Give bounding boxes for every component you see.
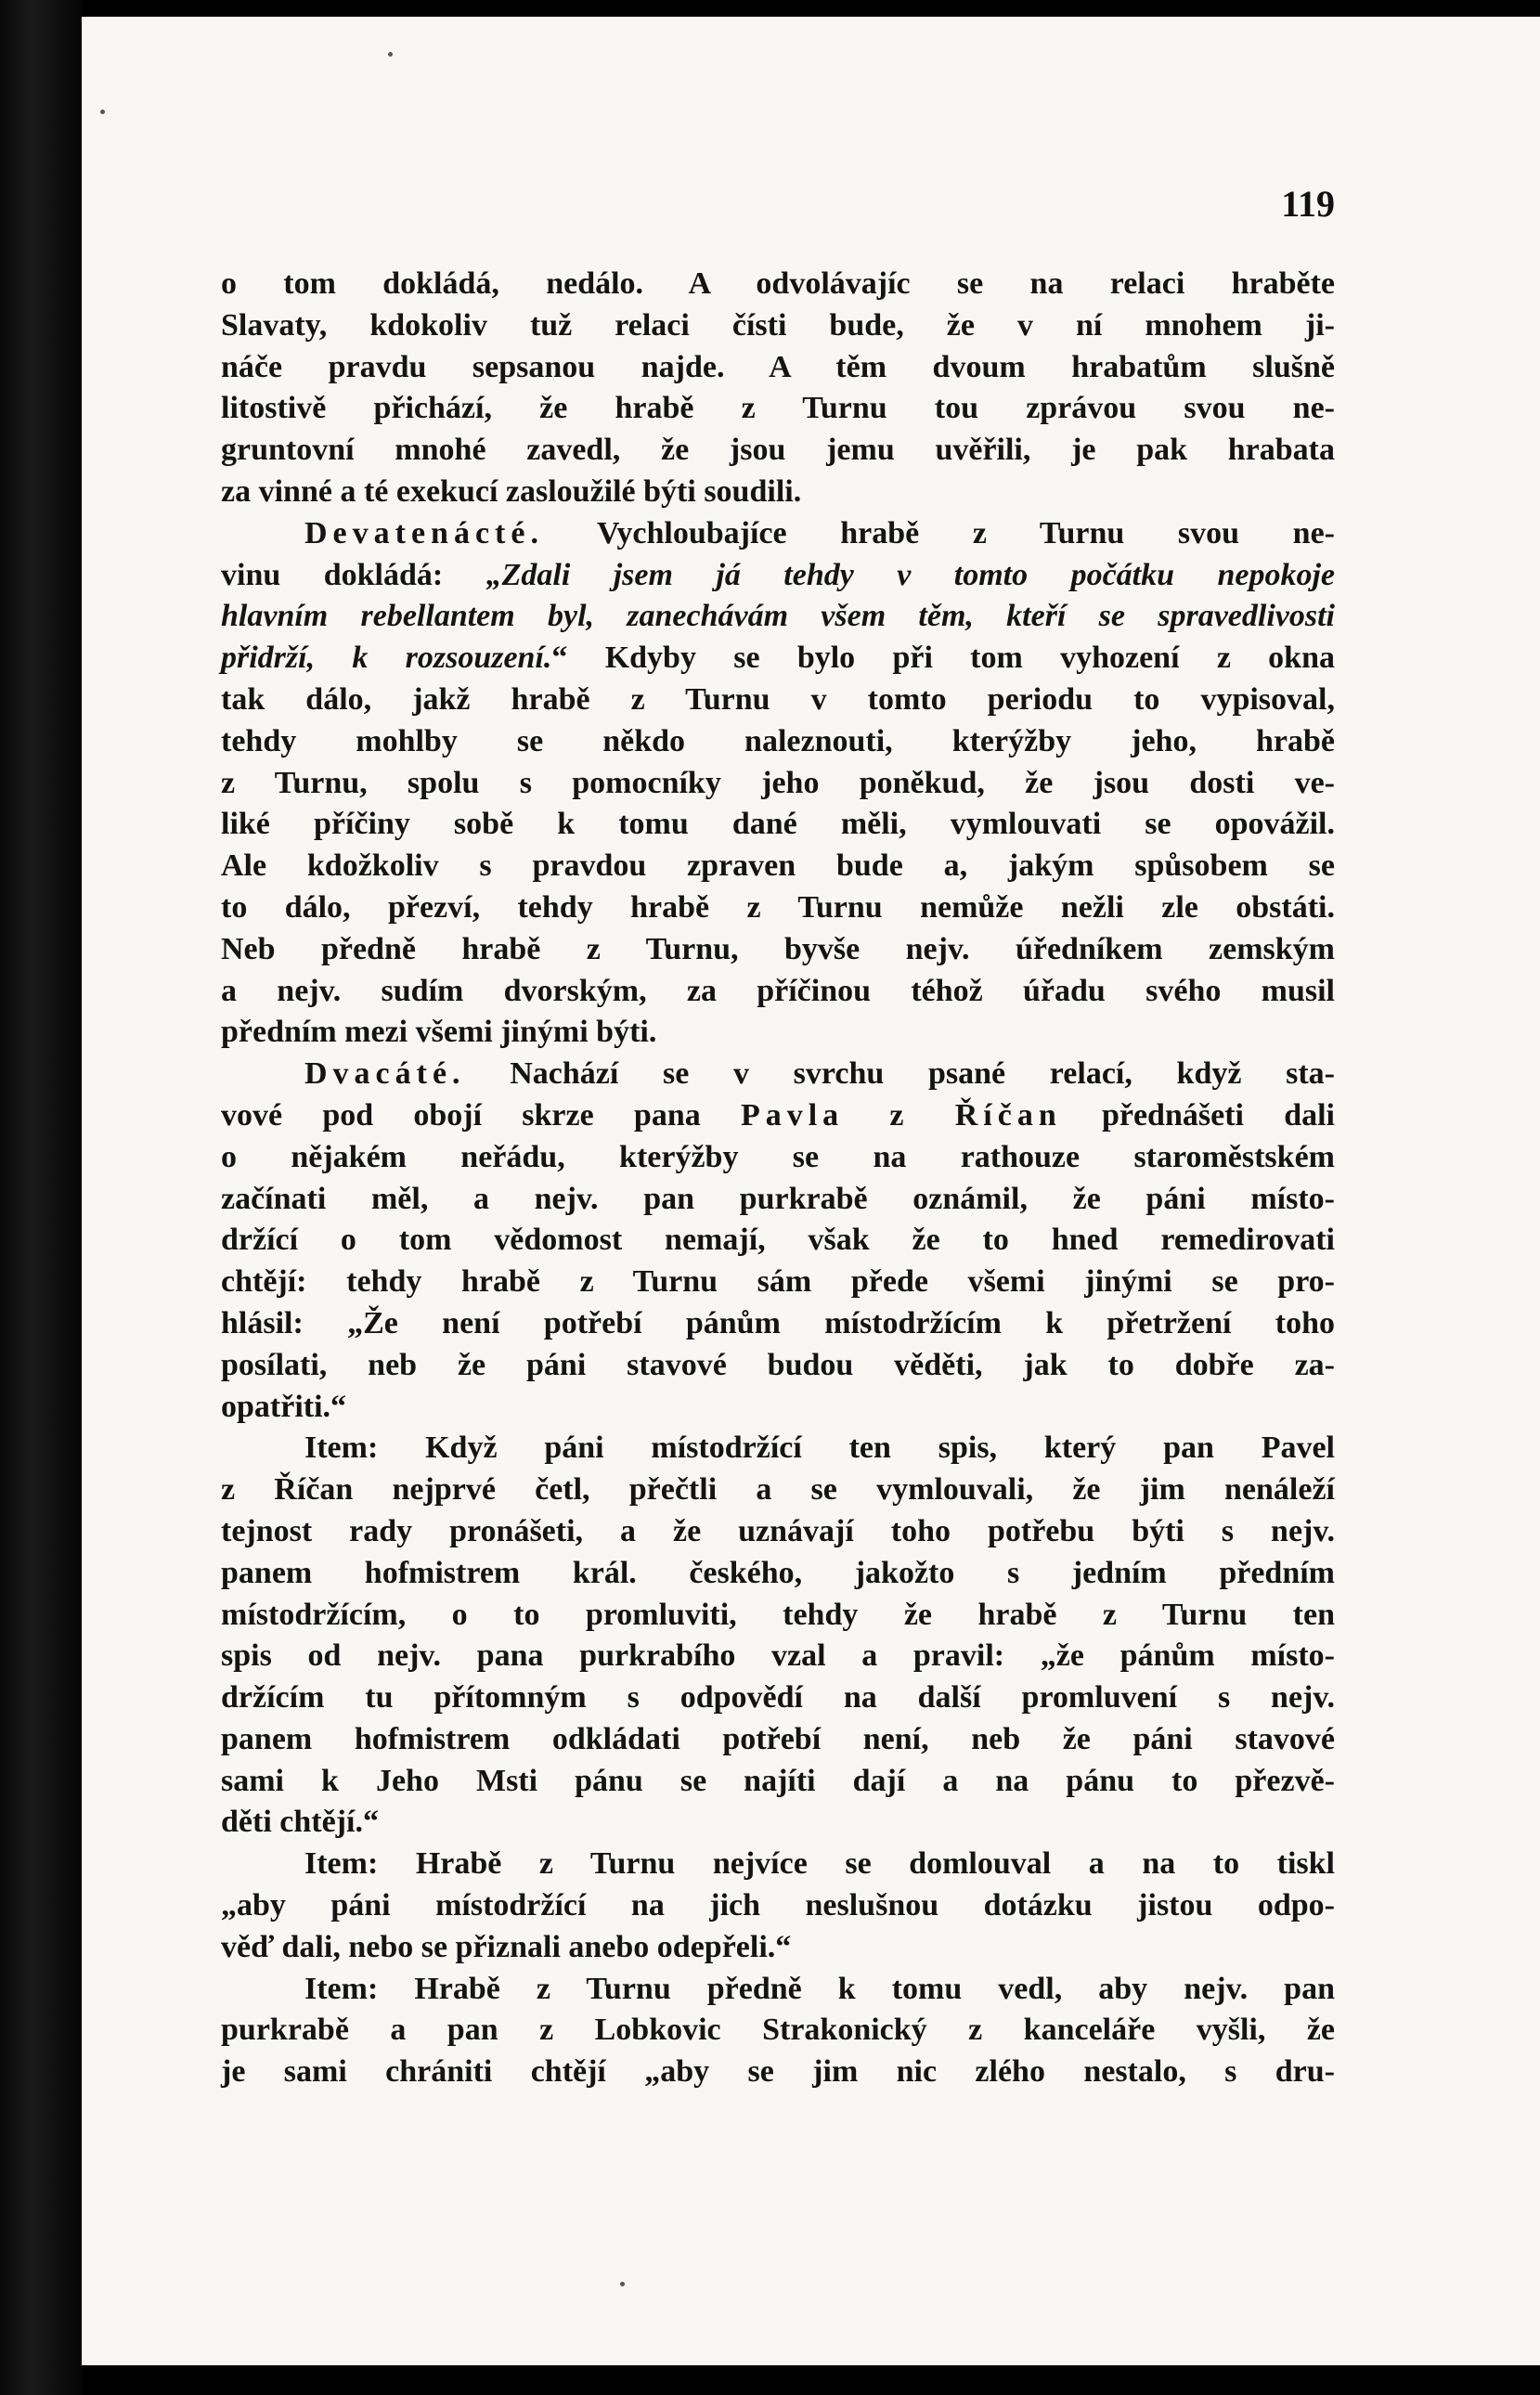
paper-speck <box>620 2282 625 2286</box>
text-line-6: za vinné a té exekucí zasloužilé býti soudili. <box>221 473 802 509</box>
text-line-36: panem hofmistrem odkládati potřebí není, neb že páni stavové <box>221 1721 1335 1756</box>
paper-speck <box>388 52 393 57</box>
text-line-21: vové pod obojí skrze pana Pavla z Říčan přednášeti dali <box>221 1097 1335 1133</box>
text-line-18: a nejv. sudím dvorským, za příčinou téhož úřadu svého musil <box>221 973 1335 1008</box>
text-line-9: hlavním rebellantem byl, zanechávám všem těm, kteří se spravedlivosti <box>221 599 1335 634</box>
text-line-33: místodržícím, o to promluviti, tehdy že hrabě z Turnu ten <box>221 1597 1335 1632</box>
text-line-24: držící o tom vědomost nemají, však že to hned remedirovati <box>221 1223 1335 1258</box>
section-heading-devatenacte: Devatenácté. <box>304 515 544 550</box>
text-line-28: opatřiti.“ <box>221 1389 347 1424</box>
text-line-22: o nějakém neřádu, kterýžby se na rathouze staroměstském <box>221 1139 1335 1174</box>
name-pavla-z-rican: Pavla z Říčan <box>740 1097 1062 1133</box>
text-line-17: Neb předně hrabě z Turnu, byvše nejv. úředníkem zemským <box>221 931 1335 966</box>
body-text <box>221 264 1335 2093</box>
text-line-44: je sami chrániti chtějí „aby se jim nic zlého nestalo, s dru- <box>221 2054 1335 2090</box>
text-line-5: gruntovní mnohé zavedl, že jsou jemu uvěřili, je pak hrabata <box>221 433 1335 468</box>
book-spine <box>0 0 82 2395</box>
text-line-43: purkrabě a pan z Lobkovic Strakonický z kanceláře vyšli, že <box>221 2013 1335 2048</box>
text-line-29: Item: Když páni místodržící ten spis, který pan Pavel <box>304 1431 1335 1466</box>
text-line-32: panem hofmistrem král. českého, jakožto s jedním předním <box>221 1555 1335 1590</box>
text-line-10: přidrží, k rozsouzení.“ Kdyby se bylo při tom vyhození z okna <box>221 641 1335 676</box>
text-line-11: tak dálo, jakž hrabě z Turnu v tomto periodu to vypisoval, <box>221 681 1335 717</box>
text-line-25: chtějí: tehdy hrabě z Turnu sám přede všemi jinými se pro- <box>221 1264 1335 1300</box>
text-line-7: Devatenácté. Vychloubajíce hrabě z Turnu svou ne- <box>304 515 1335 550</box>
text-line-14: liké příčiny sobě k tomu dané měli, vymlouvati se opovážil. <box>221 807 1335 842</box>
text-line-40: „aby páni místodržící na jich neslušnou dotázku jistou odpo- <box>221 1888 1335 1923</box>
text-line-34: spis od nejv. pana purkrabího vzal a pravil: „že pánům místo- <box>221 1638 1335 1674</box>
text-line-1: o tom dokládá, nedálo. A odvolávajíc se na relaci hraběte <box>221 266 1335 301</box>
paper-speck <box>100 110 105 114</box>
text-line-41: věď dali, nebo se přiznali anebo odepřeli.“ <box>221 1929 792 1964</box>
text-line-35: držícím tu přítomným s odpovědí na další promluvení s nejv. <box>221 1680 1335 1715</box>
text-line-31: tejnost rady pronášeti, a že uznávají toho potřebu býti s nejv. <box>221 1513 1335 1548</box>
text-line-4: litostivě přichází, že hrabě z Turnu tou zprávou svou ne- <box>221 391 1335 426</box>
text-line-13: z Turnu, spolu s pomocníky jeho poněkud, že jsou dosti ve- <box>221 765 1335 800</box>
text-line-26: hlásil: „Že není potřebí pánům místodržícím k přetržení toho <box>221 1305 1335 1340</box>
text-line-15: Ale kdožkoliv s pravdou zpraven bude a, jakým spůsobem se <box>221 848 1335 884</box>
text-line-30: z Říčan nejprvé četl, přečtli a se vymlouvali, že jim nenáleží <box>221 1472 1335 1508</box>
text-line-27: posílati, neb že páni stavové budou věděti, jak to dobře za- <box>221 1347 1335 1382</box>
text-line-12: tehdy mohlby se někdo naleznouti, kterýžby jeho, hrabě <box>221 723 1335 758</box>
section-heading-dvacate: Dvacáté. <box>304 1056 466 1092</box>
text-line-16: to dálo, přezví, tehdy hrabě z Turnu nemůže nežli zle obstáti. <box>221 889 1335 925</box>
text-line-20: Dvacáté. Nachází se v svrchu psané relací, když sta- <box>304 1056 1335 1092</box>
text-line-19: předním mezi všemi jinými býti. <box>221 1015 657 1050</box>
text-line-39: Item: Hrabě z Turnu nejvíce se domlouval a na to tiskl <box>304 1846 1335 1882</box>
page-number: 119 <box>1281 183 1335 225</box>
text-line-38: děti chtějí.“ <box>221 1805 379 1840</box>
text-line-3: náče pravdu sepsanou najde. A těm dvoum hrabatům slušně <box>221 349 1335 384</box>
text-line-42: Item: Hrabě z Turnu předně k tomu vedl, aby nejv. pan <box>304 1971 1335 2006</box>
text-line-23: začínati měl, a nejv. pan purkrabě oznámil, že páni místo- <box>221 1181 1335 1216</box>
text-line-37: sami k Jeho Msti pánu se najíti dají a na pánu to přezvě- <box>221 1763 1335 1798</box>
text-line-8: vinu dokládá: „Zdali jsem já tehdy v tomto počátku nepokoje <box>221 557 1335 592</box>
text-line-2: Slavaty, kdokoliv tuž relaci čísti bude, že v ní mnohem ji- <box>221 307 1335 343</box>
